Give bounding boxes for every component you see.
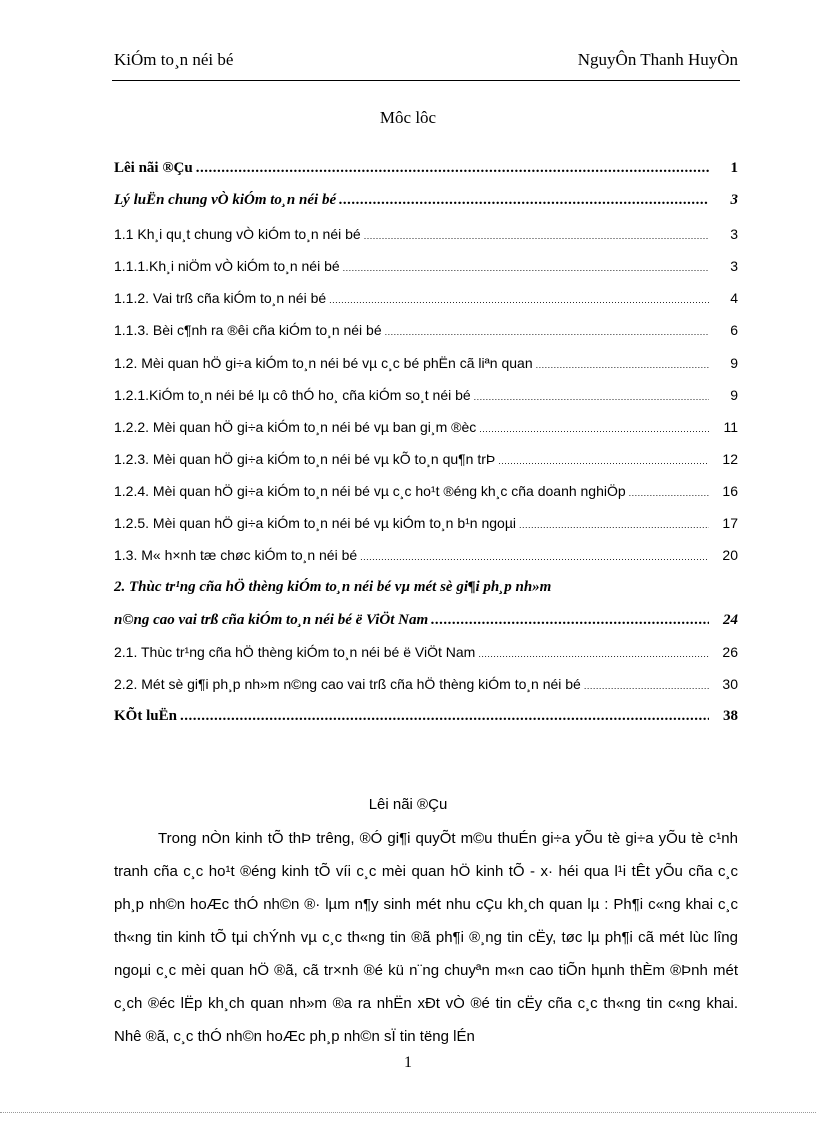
toc-entry-text: 1.2.4. Mèi quan hÖ gi÷a kiÓm to¸n néi bé vµ c¸c ho¹t ®éng kh¸c cña doanh nghiÖp: [114, 483, 626, 499]
toc-entry[interactable]: [114, 355, 738, 377]
body-text: [114, 822, 738, 1053]
toc-entry[interactable]: [114, 708, 738, 730]
toc-entry-page: 26: [722, 644, 738, 660]
toc-entry[interactable]: [114, 515, 738, 537]
toc-entry-text: 1.2. Mèi quan hÖ gi÷a kiÓm to¸n néi bé vµ c¸c bé phËn cã liªn quan: [114, 355, 533, 371]
header-author: NguyÔn Thanh HuyÒn: [577, 50, 738, 69]
toc-entry-page: 9: [730, 355, 738, 371]
toc-entry[interactable]: [114, 322, 738, 344]
toc-entry[interactable]: [114, 612, 738, 634]
toc-entry[interactable]: [114, 547, 738, 569]
toc-entry-text: 2.1. Thùc tr¹ng cña hÖ thèng kiÓm to¸n néi bé ë ViÖt Nam: [114, 644, 476, 660]
toc-entry-page: 1: [730, 160, 738, 176]
toc-entry-page: 30: [722, 676, 738, 692]
toc-entry-text: 1.2.5. Mèi quan hÖ gi÷a kiÓm to¸n néi bé vµ kiÓm to¸n b¹n ngoµi: [114, 515, 517, 531]
toc-entry[interactable]: [114, 160, 738, 182]
toc-entry-text: 1.2.3. Mèi quan hÖ gi÷a kiÓm to¸n néi bé vµ kÕ to¸n qu¶n trÞ: [114, 451, 496, 467]
toc-entry[interactable]: [114, 579, 738, 601]
toc-entry-text: 2.2. Mét sè gi¶i ph¸p nh»m n©ng cao vai trß cña hÖ thèng kiÓm to¸n néi bé: [114, 676, 581, 692]
toc-entry-text: 1.1 Kh¸i qu¸t chung vÒ kiÓm to¸n néi bé: [114, 226, 361, 242]
toc-entry-text: Lêi nãi ®Çu: [114, 160, 193, 176]
toc-entry-text: KÕt luËn: [114, 708, 177, 724]
toc-entry[interactable]: [114, 290, 738, 312]
toc-entry-page: 6: [730, 322, 738, 338]
toc-entry-text: 1.1.3. Bèi c¶nh ra ®êi cña kiÓm to¸n néi bé: [114, 322, 382, 338]
toc-entry-page: 9: [730, 387, 738, 403]
toc-entry-page: 11: [723, 419, 738, 435]
toc-entry-page: 17: [722, 515, 738, 531]
toc-entry-text: 1.1.2. Vai trß cña kiÓm to¸n néi bé: [114, 290, 327, 306]
header-divider: [112, 80, 740, 81]
toc-entry-page: 12: [722, 451, 738, 467]
body-paragraph: Trong nÒn kinh tÕ thÞ trêng, ®Ó gi¶i quyÕt m©u thuÉn gi÷a yÕu tè gi÷a yÕu tè c¹nh tranh cña c¸c ho¹t ®éng kinh tÕ víi c¸c mèi quan hÖ kinh tÕ - x· héi qua l¹i tÊt yÕu cña c¸c ph¸p nh©n hoÆc thÓ nh©n ®· lµm n¶y sinh mét nhu cÇu kh¸ch quan lµ : Ph¶i c«ng khai c¸c th«ng tin kinh tÕ tµi chÝnh vµ c¸c th«ng tin ®ã ph¶i ®¸ng tin cËy, tøc lµ ph¶i cã mét lùc lîng ngoµi c¸c mèi quan hÖ ®ã, cã tr×nh ®é kü n¨ng chuyªn m«n cao tiÕn hµnh thÈm ®Þnh mét c¸ch ®éc lËp kh¸ch quan nh»m ®a ra nhËn xÐt vÒ ®é tin cËy cña c¸c th«ng tin c«ng khai. Nhê ®ã, c¸c thÓ nh©n hoÆc ph¸p nh©n sÏ tin tëng lÉn: [114, 830, 738, 1045]
toc-entry[interactable]: [114, 483, 738, 505]
toc-entry-text: 1.2.2. Mèi quan hÖ gi÷a kiÓm to¸n néi bé vµ ban gi¸m ®èc: [114, 419, 477, 435]
toc-entry-text: 1.1.1.Kh¸i niÖm vÒ kiÓm to¸n néi bé: [114, 258, 340, 274]
toc-entry-page: 4: [730, 290, 738, 306]
toc-entry[interactable]: [114, 419, 738, 441]
toc-entry[interactable]: [114, 258, 738, 280]
toc-entry-page: 24: [723, 612, 738, 628]
toc-entry-text: Lý luËn chung vÒ kiÓm to¸n néi bé: [114, 192, 337, 208]
toc-entry-text: 1.2.1.KiÓm to¸n néi bé lµ cô thÓ ho¸ cña kiÓm so¸t néi bé: [114, 387, 471, 403]
toc-entry-page: 3: [730, 192, 738, 208]
header-left-title: KiÓm to¸n néi bé: [114, 50, 234, 69]
toc-entry-page: 38: [723, 708, 738, 724]
toc-entry-page: 20: [722, 547, 738, 563]
toc-entry-page: 16: [722, 483, 738, 499]
toc-entry-text: n©ng cao vai trß cña kiÓm to¸n néi bé ë ViÖt Nam: [114, 612, 429, 628]
toc-entry-page: 3: [730, 258, 738, 274]
page-number: 1: [404, 1054, 412, 1071]
toc-entry-text: 2. Thùc tr¹ng cña hÖ thèng kiÓm to¸n néi bé vµ mét sè gi¶i ph¸p nh»m: [114, 579, 552, 595]
toc-entry[interactable]: [114, 226, 738, 248]
toc-entry[interactable]: [114, 192, 738, 214]
section-title: Lêi nãi ®Çu: [368, 796, 448, 813]
toc-entry[interactable]: [114, 676, 738, 698]
toc-entry[interactable]: [114, 451, 738, 473]
toc-entry-page: 3: [730, 226, 738, 242]
toc-title: Môc lôc: [379, 108, 437, 127]
page-bottom-rule: [0, 1112, 816, 1113]
toc-entry[interactable]: [114, 387, 738, 409]
toc-entry-text: 1.3. M« h×nh tæ chøc kiÓm to¸n néi bé: [114, 547, 358, 563]
toc-entry[interactable]: [114, 644, 738, 666]
